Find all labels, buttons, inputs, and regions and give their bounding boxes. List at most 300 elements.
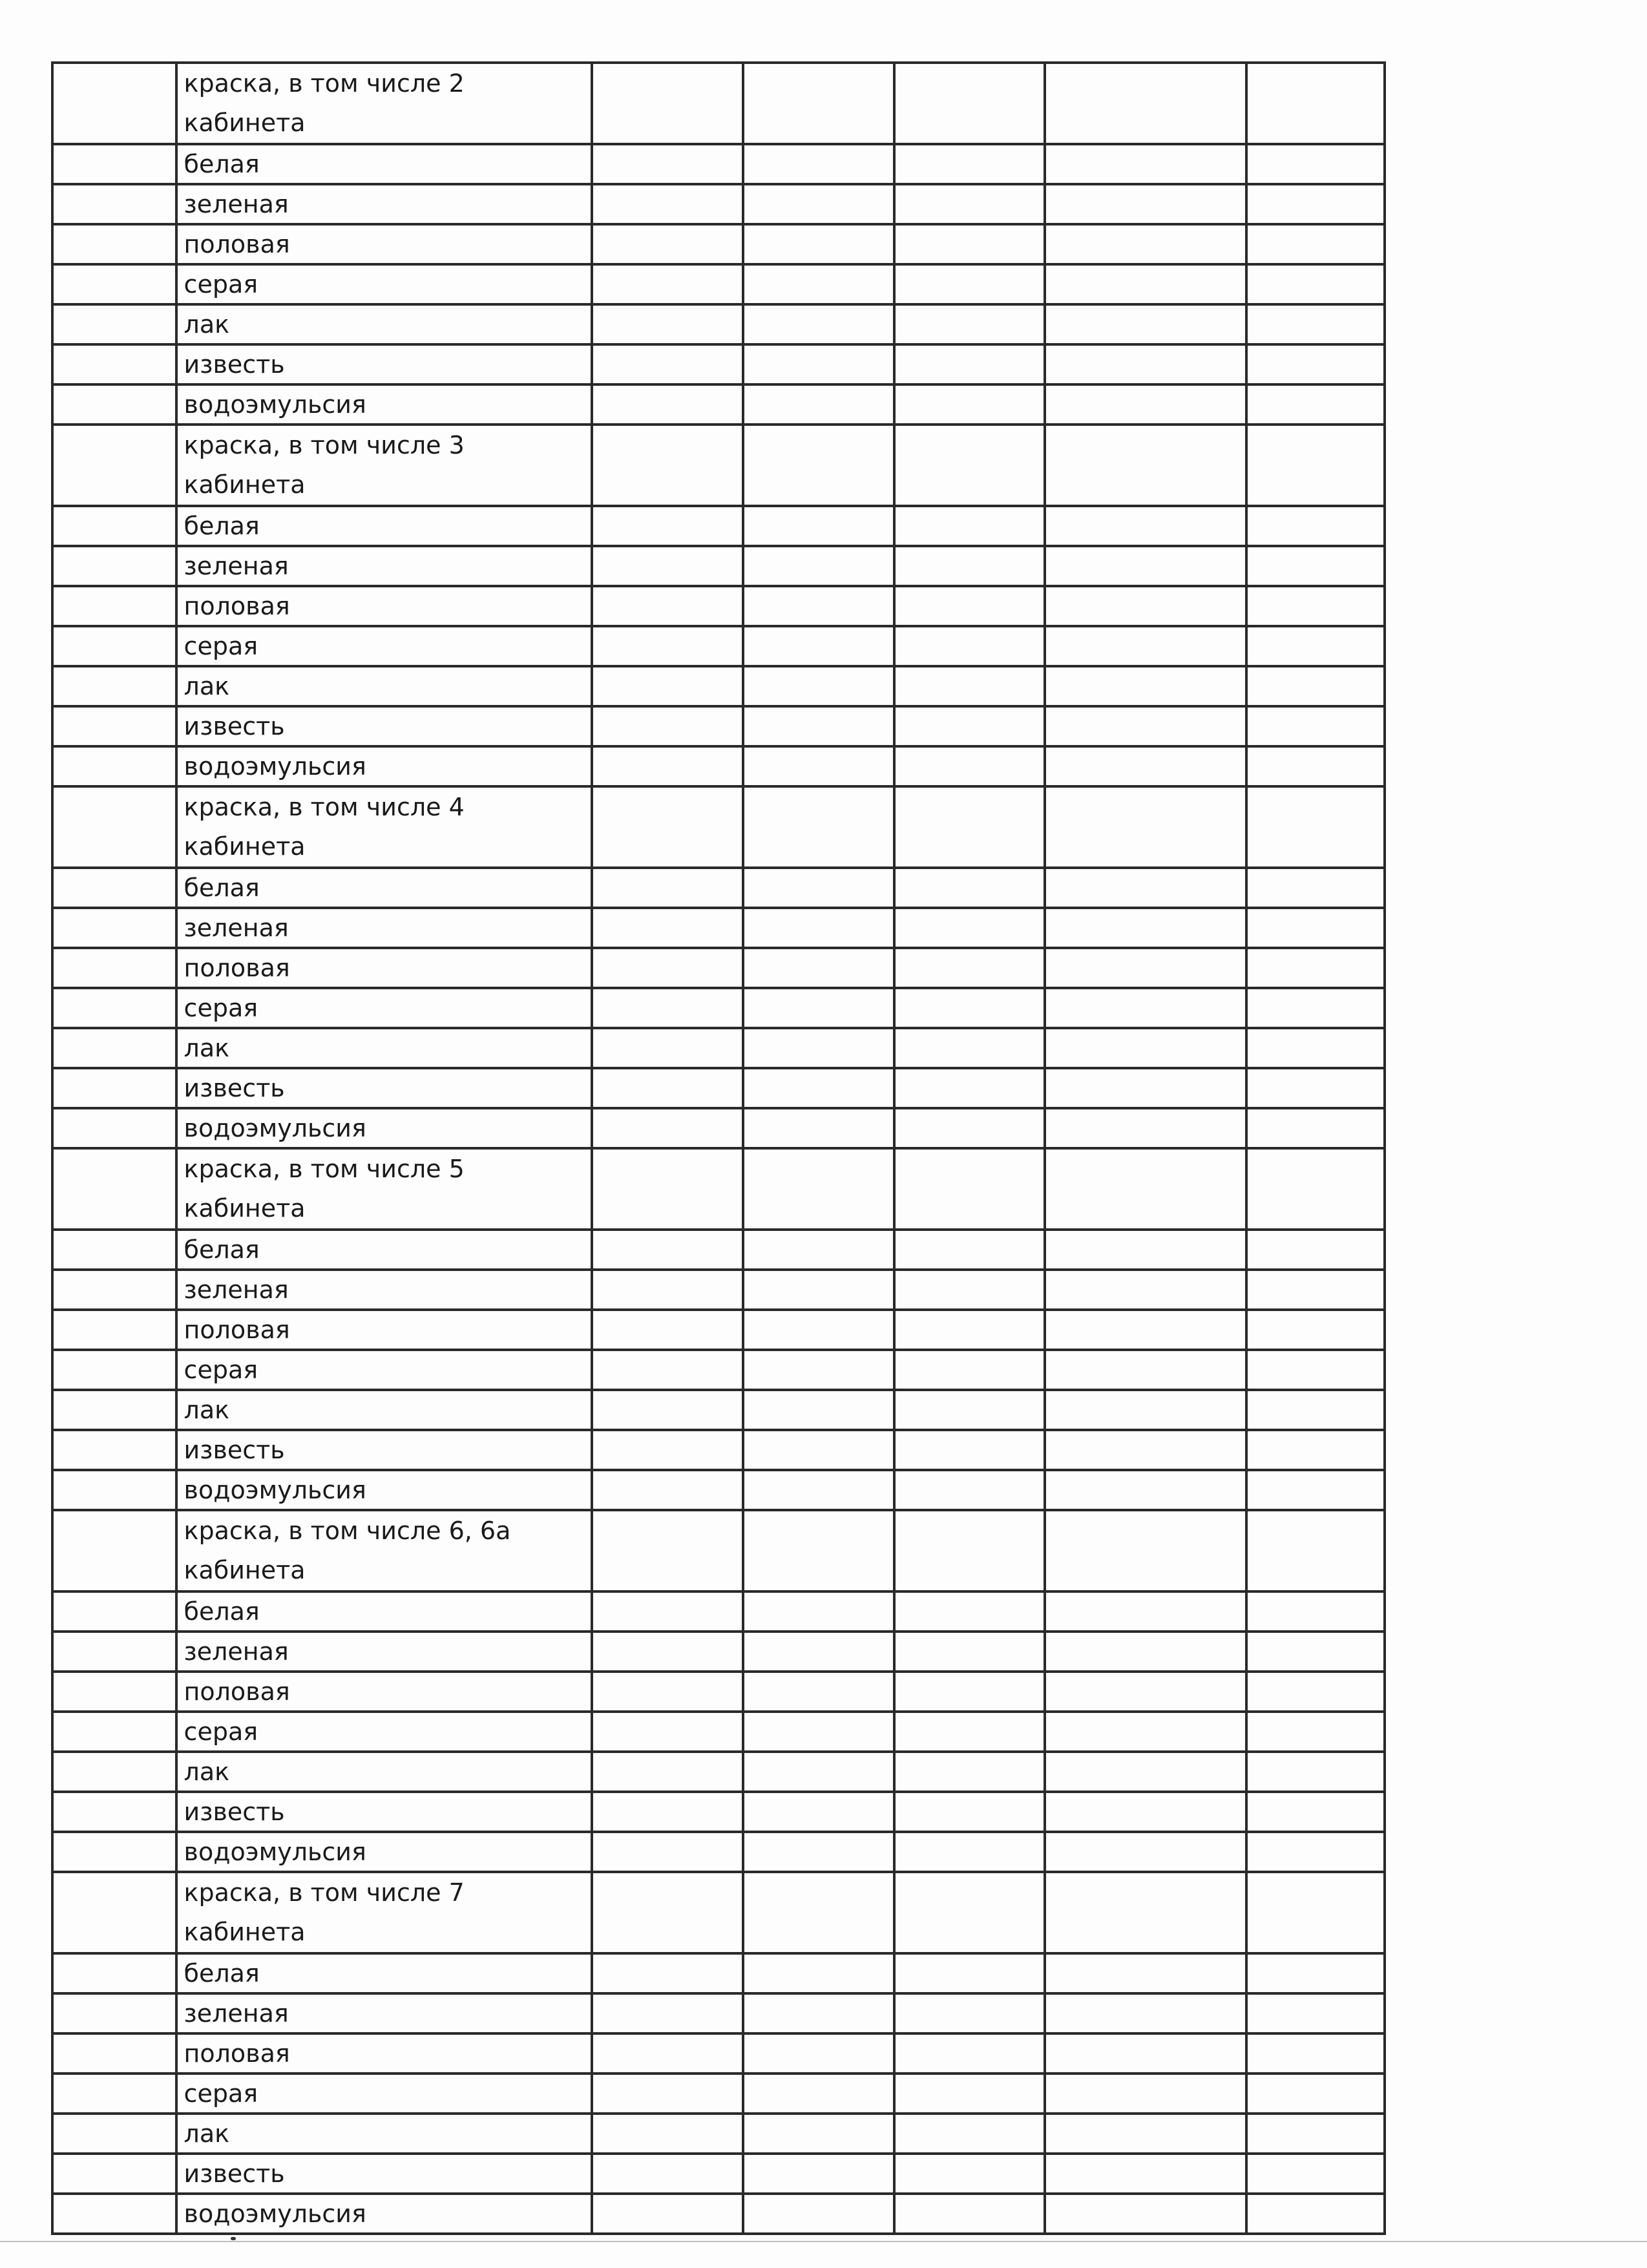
material-name-cell: половая [176, 2033, 593, 2074]
empty-cell [592, 1872, 743, 1953]
empty-cell [1045, 1872, 1246, 1953]
empty-cell [894, 868, 1045, 908]
table-row [52, 1390, 1385, 1430]
empty-cell [1045, 1792, 1246, 1832]
empty-cell [52, 1270, 176, 1310]
empty-cell [743, 1108, 894, 1148]
empty-cell [592, 384, 743, 425]
empty-cell [1045, 2074, 1246, 2114]
empty-cell [743, 144, 894, 184]
empty-cell [1045, 224, 1246, 264]
table-row [52, 1632, 1385, 1672]
empty-cell [1045, 1832, 1246, 1872]
empty-cell [52, 304, 176, 344]
material-name-cell: зеленая [176, 1632, 593, 1672]
empty-cell [743, 425, 894, 506]
group-header-row [52, 63, 1385, 144]
empty-cell [1246, 868, 1385, 908]
empty-cell [592, 1712, 743, 1752]
material-name-cell: белая [176, 144, 593, 184]
empty-cell [894, 1310, 1045, 1350]
empty-cell [52, 666, 176, 706]
empty-cell [52, 1872, 176, 1953]
empty-cell [52, 1510, 176, 1591]
empty-cell [1246, 1832, 1385, 1872]
empty-cell [592, 1068, 743, 1108]
table-row [52, 2114, 1385, 2154]
group-header-cell: краска, в том числе 7 кабинета [176, 1872, 593, 1953]
empty-cell [52, 1591, 176, 1632]
empty-cell [592, 666, 743, 706]
empty-cell [743, 1591, 894, 1632]
empty-cell [1246, 184, 1385, 224]
empty-cell [894, 304, 1045, 344]
empty-cell [743, 1672, 894, 1712]
empty-cell [894, 1390, 1045, 1430]
table-row [52, 586, 1385, 626]
empty-cell [1045, 1390, 1246, 1430]
empty-cell [1045, 1632, 1246, 1672]
empty-cell [592, 706, 743, 746]
empty-cell [52, 2154, 176, 2194]
empty-cell [1246, 908, 1385, 948]
table-row [52, 2033, 1385, 2074]
empty-cell [894, 1068, 1045, 1108]
empty-cell [743, 2033, 894, 2074]
empty-cell [1246, 2033, 1385, 2074]
empty-cell [52, 626, 176, 666]
materials-table [51, 61, 1386, 2235]
empty-cell [894, 1752, 1045, 1792]
empty-cell [743, 988, 894, 1028]
material-name-cell: зеленая [176, 908, 593, 948]
empty-cell [592, 344, 743, 384]
empty-cell [52, 1953, 176, 1993]
empty-cell [52, 184, 176, 224]
empty-cell [1045, 304, 1246, 344]
empty-cell [1045, 1752, 1246, 1792]
empty-cell [1246, 1470, 1385, 1510]
material-name-cell: известь [176, 2154, 593, 2194]
material-name-cell: лак [176, 666, 593, 706]
empty-cell [1045, 344, 1246, 384]
empty-cell [1246, 506, 1385, 546]
empty-cell [1246, 1632, 1385, 1672]
empty-cell [1045, 626, 1246, 666]
empty-cell [592, 1792, 743, 1832]
empty-cell [592, 63, 743, 144]
empty-cell [592, 1310, 743, 1350]
empty-cell [52, 144, 176, 184]
empty-cell [743, 1148, 894, 1230]
empty-cell [1045, 1672, 1246, 1712]
empty-cell [743, 948, 894, 988]
table-row [52, 666, 1385, 706]
empty-cell [894, 1510, 1045, 1591]
empty-cell [52, 63, 176, 144]
empty-cell [1045, 948, 1246, 988]
empty-cell [1246, 384, 1385, 425]
empty-cell [743, 1270, 894, 1310]
empty-cell [894, 2074, 1045, 2114]
empty-cell [1045, 63, 1246, 144]
table-row [52, 1591, 1385, 1632]
empty-cell [592, 746, 743, 786]
empty-cell [52, 506, 176, 546]
empty-cell [1045, 1028, 1246, 1068]
empty-cell [743, 2114, 894, 2154]
empty-cell [743, 1470, 894, 1510]
empty-cell [1045, 666, 1246, 706]
material-name-cell: серая [176, 1350, 593, 1390]
empty-cell [1246, 786, 1385, 868]
empty-cell [592, 626, 743, 666]
empty-cell [52, 706, 176, 746]
empty-cell [592, 2114, 743, 2154]
empty-cell [1246, 1148, 1385, 1230]
table-row [52, 546, 1385, 586]
empty-cell [743, 626, 894, 666]
empty-cell [1045, 1993, 1246, 2033]
empty-cell [592, 1591, 743, 1632]
empty-cell [1246, 626, 1385, 666]
empty-cell [1246, 1390, 1385, 1430]
empty-cell [1246, 1270, 1385, 1310]
table-row [52, 1230, 1385, 1270]
group-header-row [52, 1872, 1385, 1953]
empty-cell [52, 264, 176, 304]
material-name-cell: водоэмульсия [176, 1832, 593, 1872]
empty-cell [1246, 1350, 1385, 1390]
empty-cell [1045, 1148, 1246, 1230]
table-row [52, 706, 1385, 746]
empty-cell [1246, 1510, 1385, 1591]
empty-cell [894, 184, 1045, 224]
empty-cell [1246, 586, 1385, 626]
group-header-cell: краска, в том числе 5 кабинета [176, 1148, 593, 1230]
empty-cell [1246, 63, 1385, 144]
material-name-cell: зеленая [176, 546, 593, 586]
empty-cell [1045, 2114, 1246, 2154]
empty-cell [592, 1752, 743, 1792]
empty-cell [1045, 1230, 1246, 1270]
empty-cell [592, 1108, 743, 1148]
empty-cell [1246, 746, 1385, 786]
material-name-cell: белая [176, 506, 593, 546]
table-row [52, 1470, 1385, 1510]
table-row [52, 1792, 1385, 1832]
empty-cell [52, 2194, 176, 2234]
empty-cell [743, 304, 894, 344]
empty-cell [894, 908, 1045, 948]
empty-cell [52, 1672, 176, 1712]
empty-cell [592, 144, 743, 184]
empty-cell [894, 786, 1045, 868]
empty-cell [1246, 1310, 1385, 1350]
empty-cell [1045, 1310, 1246, 1350]
table-row [52, 1430, 1385, 1470]
material-name-cell: серая [176, 264, 593, 304]
empty-cell [1045, 546, 1246, 586]
empty-cell [743, 1712, 894, 1752]
empty-cell [52, 1068, 176, 1108]
empty-cell [894, 264, 1045, 304]
empty-cell [894, 63, 1045, 144]
material-name-cell: половая [176, 948, 593, 988]
empty-cell [592, 1270, 743, 1310]
empty-cell [592, 1350, 743, 1390]
table-row [52, 224, 1385, 264]
empty-cell [1246, 546, 1385, 586]
table-row [52, 626, 1385, 666]
empty-cell [743, 2194, 894, 2234]
empty-cell [894, 746, 1045, 786]
empty-cell [592, 1430, 743, 1470]
empty-cell [894, 506, 1045, 546]
empty-cell [1246, 304, 1385, 344]
material-name-cell: белая [176, 868, 593, 908]
empty-cell [1045, 1270, 1246, 1310]
empty-cell [894, 1108, 1045, 1148]
material-name-cell: серая [176, 626, 593, 666]
empty-cell [894, 1230, 1045, 1270]
empty-cell [743, 1028, 894, 1068]
empty-cell [894, 1993, 1045, 2033]
material-name-cell: лак [176, 2114, 593, 2154]
table-row [52, 1068, 1385, 1108]
material-name-cell: водоэмульсия [176, 746, 593, 786]
empty-cell [743, 1993, 894, 2033]
empty-cell [52, 786, 176, 868]
empty-cell [52, 344, 176, 384]
group-header-cell: краска, в том числе 3 кабинета [176, 425, 593, 506]
empty-cell [52, 1390, 176, 1430]
empty-cell [52, 1752, 176, 1792]
empty-cell [743, 586, 894, 626]
empty-cell [894, 1832, 1045, 1872]
empty-cell [1246, 1068, 1385, 1108]
empty-cell [894, 1470, 1045, 1510]
empty-cell [52, 2033, 176, 2074]
empty-cell [592, 546, 743, 586]
material-name-cell: половая [176, 1672, 593, 1712]
empty-cell [1045, 144, 1246, 184]
material-name-cell: известь [176, 1792, 593, 1832]
empty-cell [52, 425, 176, 506]
empty-cell [592, 425, 743, 506]
empty-cell [894, 1672, 1045, 1712]
group-header-cell: краска, в том числе 4 кабинета [176, 786, 593, 868]
empty-cell [1045, 425, 1246, 506]
empty-cell [1045, 746, 1246, 786]
table-row [52, 908, 1385, 948]
empty-cell [894, 626, 1045, 666]
empty-cell [894, 1872, 1045, 1953]
empty-cell [743, 786, 894, 868]
empty-cell [1045, 908, 1246, 948]
empty-cell [1246, 224, 1385, 264]
empty-cell [52, 948, 176, 988]
empty-cell [1045, 264, 1246, 304]
empty-cell [743, 2074, 894, 2114]
empty-cell [592, 988, 743, 1028]
empty-cell [743, 1310, 894, 1350]
empty-cell [592, 1148, 743, 1230]
empty-cell [1246, 1108, 1385, 1148]
empty-cell [743, 63, 894, 144]
table-row [52, 746, 1385, 786]
empty-cell [1246, 1591, 1385, 1632]
empty-cell [1246, 144, 1385, 184]
empty-cell [1045, 786, 1246, 868]
empty-cell [1246, 425, 1385, 506]
empty-cell [894, 988, 1045, 1028]
material-name-cell: водоэмульсия [176, 1470, 593, 1510]
empty-cell [52, 908, 176, 948]
table-row [52, 2194, 1385, 2234]
material-name-cell: лак [176, 1028, 593, 1068]
material-name-cell: водоэмульсия [176, 384, 593, 425]
empty-cell [743, 1832, 894, 1872]
empty-cell [743, 1230, 894, 1270]
table-row [52, 384, 1385, 425]
empty-cell [592, 1672, 743, 1712]
material-name-cell: серая [176, 2074, 593, 2114]
empty-cell [894, 1270, 1045, 1310]
empty-cell [592, 1632, 743, 1672]
empty-cell [52, 746, 176, 786]
material-name-cell: половая [176, 1310, 593, 1350]
empty-cell [1246, 1230, 1385, 1270]
material-name-cell: белая [176, 1230, 593, 1270]
empty-cell [894, 384, 1045, 425]
empty-cell [592, 1993, 743, 2033]
empty-cell [743, 344, 894, 384]
group-header-cell: краска, в том числе 2 кабинета [176, 63, 593, 144]
empty-cell [52, 1832, 176, 1872]
empty-cell [1045, 988, 1246, 1028]
empty-cell [743, 1068, 894, 1108]
empty-cell [894, 948, 1045, 988]
empty-cell [52, 1310, 176, 1350]
empty-cell [52, 224, 176, 264]
empty-cell [1246, 1752, 1385, 1792]
empty-cell [1246, 344, 1385, 384]
empty-cell [52, 1148, 176, 1230]
empty-cell [1246, 1792, 1385, 1832]
empty-cell [894, 1028, 1045, 1068]
empty-cell [1045, 1712, 1246, 1752]
empty-cell [894, 1712, 1045, 1752]
empty-cell [592, 786, 743, 868]
empty-cell [592, 586, 743, 626]
table-row [52, 988, 1385, 1028]
empty-cell [1246, 988, 1385, 1028]
materials-table-body [52, 63, 1385, 2234]
material-name-cell: известь [176, 1068, 593, 1108]
empty-cell [52, 2114, 176, 2154]
empty-cell [592, 304, 743, 344]
empty-cell [1246, 264, 1385, 304]
empty-cell [894, 1632, 1045, 1672]
table-row [52, 868, 1385, 908]
empty-cell [894, 2114, 1045, 2154]
empty-cell [894, 2154, 1045, 2194]
empty-cell [743, 2154, 894, 2194]
empty-cell [592, 908, 743, 948]
empty-cell [592, 1953, 743, 1993]
empty-cell [1045, 1108, 1246, 1148]
empty-cell [1246, 1430, 1385, 1470]
empty-cell [894, 666, 1045, 706]
empty-cell [52, 1230, 176, 1270]
material-name-cell: известь [176, 1430, 593, 1470]
empty-cell [1246, 2194, 1385, 2234]
empty-cell [894, 1350, 1045, 1390]
empty-cell [1246, 1953, 1385, 1993]
table-row [52, 2074, 1385, 2114]
empty-cell [52, 1993, 176, 2033]
empty-cell [52, 1712, 176, 1752]
empty-cell [1246, 666, 1385, 706]
table-row [52, 948, 1385, 988]
table-row [52, 1993, 1385, 2033]
empty-cell [52, 868, 176, 908]
table-row [52, 1108, 1385, 1148]
material-name-cell: известь [176, 344, 593, 384]
empty-cell [743, 868, 894, 908]
empty-cell [592, 264, 743, 304]
table-row [52, 1310, 1385, 1350]
empty-cell [894, 1792, 1045, 1832]
empty-cell [894, 224, 1045, 264]
empty-cell [592, 1510, 743, 1591]
material-name-cell: белая [176, 1591, 593, 1632]
empty-cell [1246, 2074, 1385, 2114]
empty-cell [1246, 1028, 1385, 1068]
empty-cell [592, 2154, 743, 2194]
table-row [52, 2154, 1385, 2194]
empty-cell [592, 1028, 743, 1068]
material-name-cell: водоэмульсия [176, 1108, 593, 1148]
empty-cell [1045, 506, 1246, 546]
empty-cell [743, 1632, 894, 1672]
empty-cell [743, 706, 894, 746]
empty-cell [592, 1390, 743, 1430]
group-header-row [52, 1510, 1385, 1591]
table-row [52, 1712, 1385, 1752]
empty-cell [1045, 1430, 1246, 1470]
material-name-cell: лак [176, 1752, 593, 1792]
empty-cell [743, 224, 894, 264]
empty-cell [743, 746, 894, 786]
table-row [52, 1350, 1385, 1390]
empty-cell [1246, 2154, 1385, 2194]
empty-cell [894, 706, 1045, 746]
empty-cell [52, 988, 176, 1028]
empty-cell [1246, 1993, 1385, 2033]
empty-cell [52, 546, 176, 586]
empty-cell [743, 1350, 894, 1390]
empty-cell [592, 948, 743, 988]
empty-cell [743, 264, 894, 304]
empty-cell [743, 1872, 894, 1953]
empty-cell [592, 184, 743, 224]
empty-cell [52, 384, 176, 425]
table-row [52, 144, 1385, 184]
table-row [52, 1270, 1385, 1310]
bottom-rule [0, 2241, 1647, 2242]
